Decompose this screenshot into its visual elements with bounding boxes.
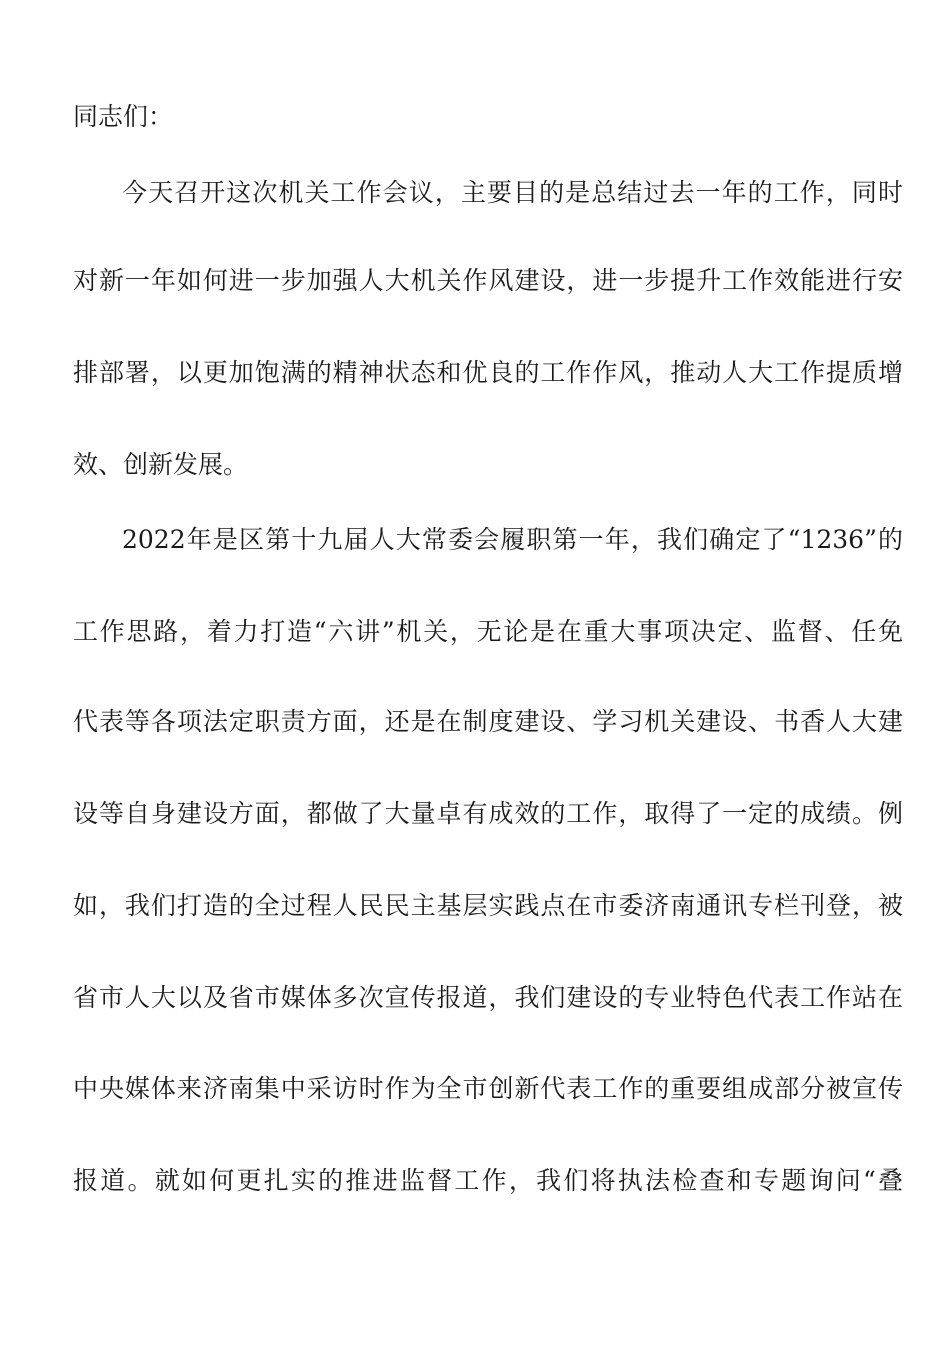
paragraph-2-line-2: 工作思路，着力打造“六讲”机关，无论是在重大事项决定、监督、任免 (73, 617, 903, 646)
paragraph-1-line-4: 效、创新发展。 (73, 450, 249, 479)
paragraph-1-line-2: 对新一年如何进一步加强人大机关作风建设，进一步提升工作效能进行安 (73, 266, 903, 295)
paragraph-2-line-3: 代表等各项法定职责方面，还是在制度建设、学习机关建设、书香人大建 (73, 707, 903, 736)
paragraph-1-line-3: 排部署，以更加饱满的精神状态和优良的工作作风，推动人大工作提质增 (73, 358, 903, 387)
paragraph-2-line-5: 如，我们打造的全过程人民民主基层实践点在市委济南通讯专栏刊登，被 (73, 891, 903, 920)
paragraph-2-line-4: 设等自身建设方面，都做了大量卓有成效的工作，取得了一定的成绩。例 (73, 799, 903, 828)
paragraph-1-line-1: 今天召开这次机关工作会议，主要目的是总结过去一年的工作，同时 (122, 178, 903, 207)
salutation: 同志们： (73, 102, 174, 131)
paragraph-2-line-1: 2022年是区第十九届人大常委会履职第一年，我们确定了“1236”的 (122, 525, 903, 554)
paragraph-2-line-7: 中央媒体来济南集中采访时作为全市创新代表工作的重要组成部分被宣传 (73, 1074, 903, 1103)
paragraph-2-line-8: 报道。就如何更扎实的推进监督工作，我们将执法检查和专题询问“叠 (73, 1166, 903, 1195)
paragraph-2-line-6: 省市人大以及省市媒体多次宣传报道，我们建设的专业特色代表工作站在 (73, 983, 903, 1012)
